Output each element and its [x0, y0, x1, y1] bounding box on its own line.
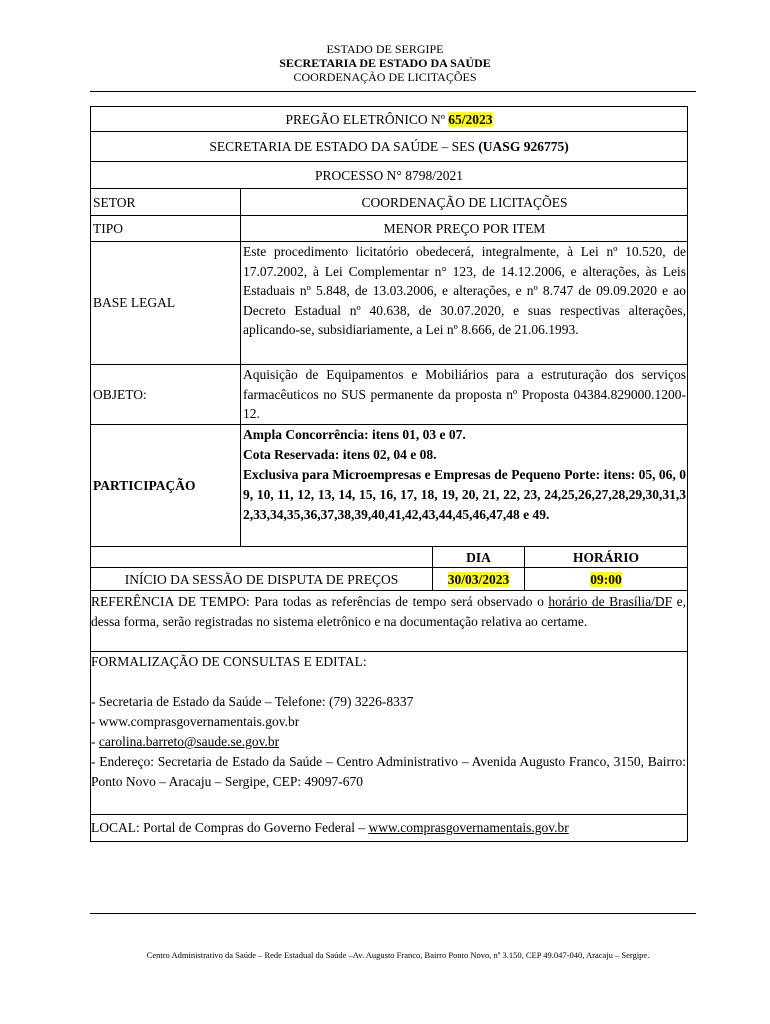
- tipo-label: TIPO: [91, 216, 241, 241]
- row-processo: [91, 162, 687, 189]
- local-link[interactable]: www.comprasgovernamentais.gov.br: [368, 820, 569, 835]
- uasg-code: (UASG 926775): [478, 139, 569, 154]
- horario-header: HORÁRIO: [572, 550, 639, 565]
- referencia-text: REFERÊNCIA DE TEMPO: Para todas as referências de tempo será observado o: [91, 594, 549, 609]
- contato-email-dash: -: [91, 734, 99, 749]
- objeto-label: OBJETO:: [91, 365, 241, 424]
- setor-value: COORDENAÇÃO DE LICITAÇÕES: [361, 195, 568, 210]
- row-secretaria: [91, 132, 687, 162]
- contato-site: - www.comprasgovernamentais.gov.br: [91, 714, 300, 729]
- ampla-concorrencia: Ampla Concorrência: itens 01, 03 e 07.: [243, 427, 466, 442]
- sessao-dia: 30/03/2023: [447, 572, 510, 587]
- cota-reservada: Cota Reservada: itens 02, 04 e 08.: [243, 447, 437, 462]
- participacao-label: PARTICIPAÇÃO: [91, 425, 241, 546]
- sessao-dia-cell: [433, 568, 525, 590]
- row-sessao-header: [91, 547, 687, 568]
- row-sessao: [91, 568, 687, 591]
- contato-email-line: [91, 732, 686, 752]
- formalizacao-title: FORMALIZAÇÃO DE CONSULTAS E EDITAL:: [91, 654, 367, 669]
- document-header: [0, 42, 770, 84]
- document-footer: Centro Administrativo da Saúde – Rede Estadual da Saúde –Av. Augusto Franco, Bairro Ponto Novo, nº 3.150, CEP 49.047-040, Aracaju – Sergipe.: [146, 950, 650, 960]
- row-objeto: [91, 365, 687, 425]
- setor-label: SETOR: [91, 189, 241, 215]
- tipo-value: MENOR PREÇO POR ITEM: [383, 221, 546, 236]
- row-participacao: [91, 425, 687, 547]
- row-local: [91, 815, 687, 841]
- base-legal-label: BASE LEGAL: [91, 242, 241, 364]
- local-label: LOCAL: Portal de Compras do Governo Federal –: [91, 820, 369, 835]
- referencia-text-end: e, dessa forma, serão registradas no sistema eletrônico e na documentação relativa ao certame.: [91, 594, 686, 629]
- participacao-value: [241, 425, 687, 546]
- header-state: ESTADO DE SERGIPE: [326, 42, 444, 56]
- base-legal-value: Este procedimento licitatório obedecerá, integralmente, à Lei nº 10.520, de 17.07.2002, à Lei Complementar n° 123, de 14.12.2006, e alterações, às Leis Estaduais nº 5.848, de 13.03.2006, e alterações, e nº 8.747 de 09.09.2020 e ao Decreto Estadual nº 40.638, de 30.07.2020, e suas respectivas alterações, aplicando-se, subsidiariamente, a Lei nº 8.666, de 21.06.1993.: [243, 244, 686, 337]
- horario-brasilia: horário de Brasília/DF: [548, 594, 673, 609]
- row-setor: [91, 189, 687, 216]
- header-divider: [90, 91, 696, 92]
- row-pregao: [91, 107, 687, 132]
- processo-number: PROCESSO N° 8798/2021: [315, 168, 463, 183]
- header-coordination: COORDENAÇÃO DE LICITAÇÕES: [293, 70, 477, 84]
- row-formalizacao: [91, 652, 687, 815]
- pregao-label: PREGÃO ELETRÔNICO Nº: [285, 112, 449, 127]
- objeto-value: Aquisição de Equipamentos e Mobiliários para a estruturação dos serviços farmacêuticos no SUS permanente da proposta nº Proposta 04384.829000.1200-12.: [243, 367, 686, 421]
- formalizacao-spacer: [91, 672, 686, 692]
- exclusiva-me-epp: Exclusiva para Microempresas e Empresas de Pequeno Porte: itens: 05, 06, 09, 10, 11, 12, 13, 14, 15, 16, 17, 18, 19, 20, 21, 22, 23, 24,25,26,27,28,29,30,31,32,33,34,35,36,37,38,39,40,41,42,43,44,45,46,47,48 e 49.: [243, 467, 686, 522]
- row-base-legal: [91, 242, 687, 365]
- sessao-horario-cell: [525, 568, 687, 590]
- sessao-label: INÍCIO DA SESSÃO DE DISPUTA DE PREÇOS: [91, 568, 433, 590]
- dia-header: DIA: [433, 547, 525, 567]
- row-referencia-tempo: [91, 591, 687, 652]
- secretaria-label: SECRETARIA DE ESTADO DA SAÚDE – SES: [209, 139, 479, 154]
- edital-summary-table: [90, 106, 688, 842]
- row-tipo: [91, 216, 687, 242]
- contato-endereco: - Endereço: Secretaria de Estado da Saúde – Centro Administrativo – Avenida Augusto Franco, 3150, Bairro: Ponto Novo – Aracaju – Sergipe, CEP: 49097-670: [91, 754, 686, 789]
- footer-divider: [90, 913, 696, 914]
- contato-telefone: - Secretaria de Estado da Saúde – Telefone: (79) 3226-8337: [91, 694, 414, 709]
- sessao-horario: 09:00: [590, 572, 622, 587]
- sessao-header-blank: [91, 547, 433, 567]
- contato-email-link[interactable]: carolina.barreto@saude.se.gov.br: [98, 734, 280, 749]
- header-secretariat: SECRETARIA DE ESTADO DA SAÚDE: [279, 56, 491, 70]
- pregao-number: 65/2023: [448, 112, 493, 127]
